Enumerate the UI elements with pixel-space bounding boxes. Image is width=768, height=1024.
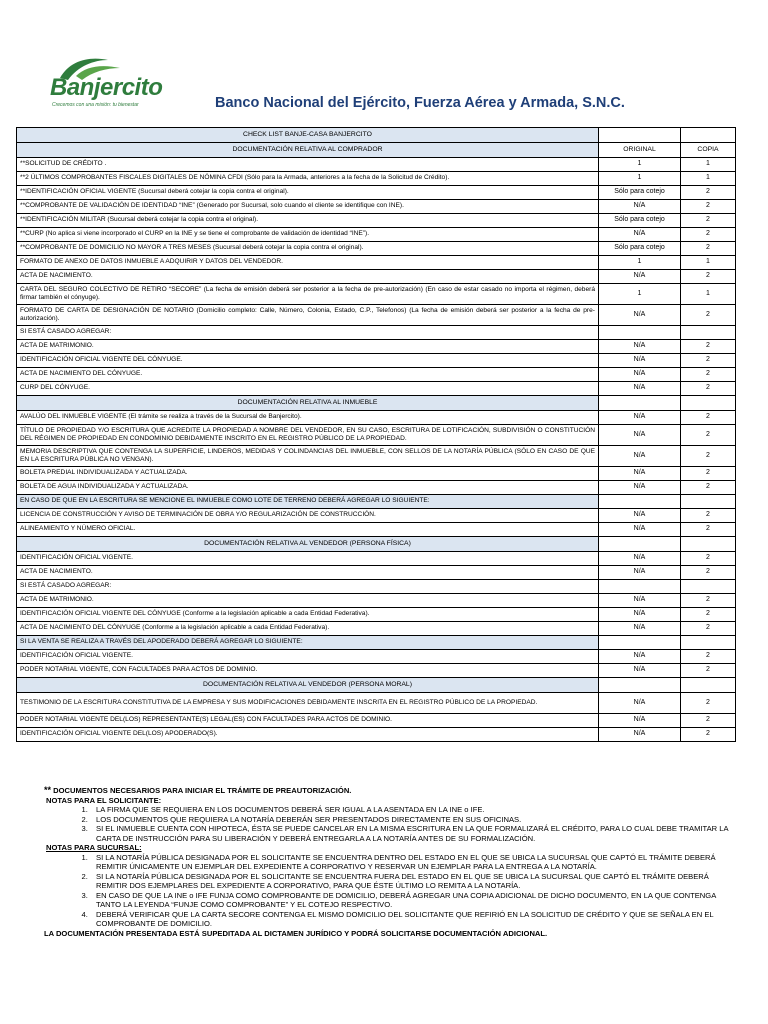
table-row bbox=[17, 158, 736, 172]
solicitante-note-item: 2. LOS DOCUMENTOS QUE REQUIERA LA NOTARÍA DEBERÁN SER PRESENTADOS DIRECTAMENTE EN SUS OFICINAS. bbox=[90, 815, 736, 825]
original-count: N/A bbox=[599, 382, 681, 396]
original-count: N/A bbox=[599, 608, 681, 622]
table-row bbox=[17, 214, 736, 228]
document-name: **2 ÚLTIMOS COMPROBANTES FISCALES DIGITALES DE NÓMINA CFDI (Sólo para la Armada, anteriores a la fecha de la Solicitud de Crédito). bbox=[17, 172, 599, 186]
document-name: LICENCIA DE CONSTRUCCIÓN Y AVISO DE TERMINACIÓN DE OBRA Y/O REGULARIZACIÓN DE CONSTRUCCIÓN. bbox=[17, 509, 599, 523]
table-row bbox=[17, 354, 736, 368]
notes-section bbox=[46, 786, 736, 938]
copia-count: 2 bbox=[681, 425, 736, 446]
table-row bbox=[17, 305, 736, 326]
blank-cell bbox=[599, 537, 681, 552]
blank-cell bbox=[681, 495, 736, 509]
original-count: N/A bbox=[599, 622, 681, 636]
table-title-row bbox=[17, 128, 736, 143]
original-count: N/A bbox=[599, 728, 681, 742]
sucursal-note-item: 4. DEBERÁ VERIFICAR QUE LA CARTA SECORE CONTENGA EL MISMO DOMICILIO DEL SOLICITANTE QUE REFIRIÓ EN LA SOLICITUD DE CRÉDITO Y QUE SE SEÑALA EN EL COMPROBANTE DE DOMICILIO. bbox=[90, 910, 736, 929]
document-name: BOLETA DE AGUA INDIVIDUALIZADA Y ACTUALIZADA. bbox=[17, 481, 599, 495]
original-count: N/A bbox=[599, 340, 681, 354]
solicitante-note-item: 3. SI EL INMUEBLE CUENTA CON HIPOTECA, ÉSTA SE PUEDE CANCELAR EN LA MISMA ESCRITURA EN LA QUE FORMALIZARÁ EL CRÉDITO, PARA LO CUAL DEBE TRAMITAR LA CARTA DE INSTRUCCIÓN PARA SU LIBERACIÓN Y DEBERÁ ENTREGARLA A LA NOTARÍA ANTES DE SU FORMALIZACIÓN. bbox=[90, 824, 736, 843]
document-name: IDENTIFICACIÓN OFICIAL VIGENTE DEL CÓNYUGE. bbox=[17, 354, 599, 368]
original-count: 1 bbox=[599, 158, 681, 172]
original-count: N/A bbox=[599, 650, 681, 664]
preauth-note bbox=[44, 786, 736, 796]
copia-count: 2 bbox=[681, 368, 736, 382]
table-row bbox=[17, 228, 736, 242]
document-name: ACTA DE NACIMIENTO DEL CÓNYUGE (Conforme a la legislación aplicable a cada Entidad Federativa). bbox=[17, 622, 599, 636]
sucursal-note-item: 2. SI LA NOTARÍA PÚBLICA DESIGNADA POR EL SOLICITANTE SE ENCUENTRA FUERA DEL ESTADO EN EL QUE SE UBICA LA SUCURSAL QUE CAPTÓ EL TRÁMITE DEBERÁ REMITIR DOS EJEMPLARES DEL EXPEDIENTE A CORPORATIVO, PARA QUE ÉSTE ÚLTIMO LO REMITA A LA NOTARÍA. bbox=[90, 872, 736, 891]
copia-count: 2 bbox=[681, 382, 736, 396]
document-name: CARTA DEL SEGURO COLECTIVO DE RETIRO “SECORE” (La fecha de emisión deberá ser posterior a la fecha de pre-autorización) (En caso de estar casado no importa el régimen, deberá firmar también el cónyuge). bbox=[17, 284, 599, 305]
original-count: N/A bbox=[599, 509, 681, 523]
table-row bbox=[17, 608, 736, 622]
copia-count: 2 bbox=[681, 270, 736, 284]
document-name: **COMPROBANTE DE VALIDACIÓN DE IDENTIDAD “INE” (Generado por Sucursal, solo cuando el cliente se identifique con INE). bbox=[17, 200, 599, 214]
copia-count: 2 bbox=[681, 650, 736, 664]
copia-count: 2 bbox=[681, 228, 736, 242]
original-count: N/A bbox=[599, 467, 681, 481]
copia-count: 2 bbox=[681, 552, 736, 566]
document-name: IDENTIFICACIÓN OFICIAL VIGENTE DEL(LOS) APODERADO(S). bbox=[17, 728, 599, 742]
original-count: N/A bbox=[599, 714, 681, 728]
document-name: FORMATO DE CARTA DE DESIGNACIÓN DE NOTARIO (Domicilio completo: Calle, Número, Colonia, Estado, C.P., Telefonos) (La fecha de emisión deberá ser posterior a la fecha de pre-autorización). bbox=[17, 305, 599, 326]
document-name: ACTA DE MATRIMONIO. bbox=[17, 594, 599, 608]
document-name: BOLETA PREDIAL INDIVIDUALIZADA Y ACTUALIZADA. bbox=[17, 467, 599, 481]
column-header-copia: COPIA bbox=[681, 143, 736, 158]
document-name: MEMORIA DESCRIPTIVA QUE CONTENGA LA SUPERFICIE, LINDEROS, MEDIDAS Y COLINDANCIAS DEL INMUEBLE, CON SELLOS DE LA NOTARÍA PÚBLICA (SÓLO EN CASO DE QUE EN LA ESCRITURA PÚBLICA NO VENGAN). bbox=[17, 446, 599, 467]
preauth-stars: ** bbox=[44, 785, 52, 795]
table-row bbox=[17, 326, 736, 340]
section-heading: DOCUMENTACIÓN RELATIVA AL INMUEBLE bbox=[17, 396, 599, 411]
subsection-heading: EN CASO DE QUE EN LA ESCRITURA SE MENCIONE EL INMUEBLE COMO LOTE DE TERRENO DEBERÁ AGREGAR LO SIGUIENTE: bbox=[17, 495, 599, 509]
original-count: Sólo para cotejo bbox=[599, 242, 681, 256]
document-name: TESTIMONIO DE LA ESCRITURA CONSTITUTIVA DE LA EMPRESA Y SUS MODIFICACIONES DEBIDAMENTE INSCRITA EN EL REGISTRO PÚBLICO DE LA PROPIEDAD. bbox=[17, 693, 599, 714]
blank-cell bbox=[599, 678, 681, 693]
subsection-heading-row bbox=[17, 636, 736, 650]
table-row bbox=[17, 382, 736, 396]
table-row bbox=[17, 200, 736, 214]
original-count bbox=[599, 580, 681, 594]
solicitante-note-item: 1. LA FIRMA QUE SE REQUIERA EN LOS DOCUMENTOS DEBERÁ SER IGUAL A LA ASENTADA EN LA INE o IFE. bbox=[90, 805, 736, 815]
copia-count bbox=[681, 580, 736, 594]
copia-count: 2 bbox=[681, 467, 736, 481]
copia-count: 2 bbox=[681, 340, 736, 354]
copia-count: 1 bbox=[681, 256, 736, 270]
table-row bbox=[17, 552, 736, 566]
section-heading-row bbox=[17, 143, 736, 158]
document-name: **IDENTIFICACIÓN MILITAR (Sucursal deberá cotejar la copia contra el original). bbox=[17, 214, 599, 228]
table-row bbox=[17, 284, 736, 305]
blank-cell bbox=[681, 128, 736, 143]
original-count: N/A bbox=[599, 594, 681, 608]
original-count: N/A bbox=[599, 693, 681, 714]
table-row bbox=[17, 622, 736, 636]
blank-cell bbox=[599, 636, 681, 650]
section-heading: DOCUMENTACIÓN RELATIVA AL COMPRADOR bbox=[17, 143, 599, 158]
copia-count: 2 bbox=[681, 523, 736, 537]
table-row bbox=[17, 411, 736, 425]
original-count: N/A bbox=[599, 425, 681, 446]
bank-title: Banco Nacional del Ejército, Fuerza Aérea y Armada, S.N.C. bbox=[215, 95, 625, 111]
copia-count: 1 bbox=[681, 158, 736, 172]
document-name: PODER NOTARIAL VIGENTE DEL(LOS) REPRESENTANTE(S) LEGAL(ES) CON FACULTADES PARA ACTOS DE DOMINIO. bbox=[17, 714, 599, 728]
table-row bbox=[17, 270, 736, 284]
copia-count: 2 bbox=[681, 214, 736, 228]
table-row bbox=[17, 714, 736, 728]
blank-cell bbox=[599, 495, 681, 509]
original-count: N/A bbox=[599, 566, 681, 580]
document-name: ACTA DE NACIMIENTO. bbox=[17, 566, 599, 580]
document-name: IDENTIFICACIÓN OFICIAL VIGENTE. bbox=[17, 650, 599, 664]
document-name: PODER NOTARIAL VIGENTE, CON FACULTADES PARA ACTOS DE DOMINIO. bbox=[17, 664, 599, 678]
copia-count: 2 bbox=[681, 305, 736, 326]
table-row bbox=[17, 467, 736, 481]
copia-count: 2 bbox=[681, 566, 736, 580]
original-count: N/A bbox=[599, 270, 681, 284]
document-name: ACTA DE MATRIMONIO. bbox=[17, 340, 599, 354]
preauth-note-text: DOCUMENTOS NECESARIOS PARA INICIAR EL TRÁMITE DE PREAUTORIZACIÓN. bbox=[51, 786, 352, 795]
sucursal-notes-list bbox=[46, 853, 736, 929]
document-name: **COMPROBANTE DE DOMICILIO NO MAYOR A TRES MESES (Sucursal deberá cotejar la copia contra el original). bbox=[17, 242, 599, 256]
document-name: SI ESTÁ CASADO AGREGAR: bbox=[17, 326, 599, 340]
sucursal-note-item: 1. SI LA NOTARÍA PÚBLICA DESIGNADA POR EL SOLICITANTE SE ENCUENTRA DENTRO DEL ESTADO EN EL QUE SE UBICA LA SUCURSAL QUE CAPTÓ EL TRÁMITE DEBERÁ REMITIR ÚNICAMENTE UN EJEMPLAR DEL EXPEDIENTE A CORPORATIVO Y RESERVAR UN EJEMPLAR PARA LA ENTREGA A LA NOTARÍA. bbox=[90, 853, 736, 872]
original-count: N/A bbox=[599, 354, 681, 368]
copia-count: 2 bbox=[681, 594, 736, 608]
copia-count: 2 bbox=[681, 481, 736, 495]
original-count: N/A bbox=[599, 552, 681, 566]
copia-count: 2 bbox=[681, 608, 736, 622]
section-heading: DOCUMENTACIÓN RELATIVA AL VENDEDOR (PERSONA FÍSICA) bbox=[17, 537, 599, 552]
solicitante-notes-title: NOTAS PARA EL SOLICITANTE: bbox=[46, 795, 162, 805]
table-row bbox=[17, 425, 736, 446]
section-heading: DOCUMENTACIÓN RELATIVA AL VENDEDOR (PERSONA MORAL) bbox=[17, 678, 599, 693]
table-row bbox=[17, 242, 736, 256]
copia-count: 2 bbox=[681, 446, 736, 467]
document-name: IDENTIFICACIÓN OFICIAL VIGENTE DEL CÓNYUGE (Conforme a la legislación aplicable a cada Entidad Federativa). bbox=[17, 608, 599, 622]
table-row bbox=[17, 594, 736, 608]
copia-count: 2 bbox=[681, 693, 736, 714]
original-count: N/A bbox=[599, 200, 681, 214]
copia-count: 1 bbox=[681, 284, 736, 305]
original-count: N/A bbox=[599, 411, 681, 425]
copia-count: 2 bbox=[681, 622, 736, 636]
column-header-original: ORIGINAL bbox=[599, 143, 681, 158]
banjercito-logo bbox=[48, 54, 180, 112]
table-row bbox=[17, 650, 736, 664]
original-count: N/A bbox=[599, 523, 681, 537]
original-count: 1 bbox=[599, 256, 681, 270]
document-name: AVALÚO DEL INMUEBLE VIGENTE (El trámite se realiza a través de la Sucursal de Banjercito). bbox=[17, 411, 599, 425]
table-row bbox=[17, 446, 736, 467]
table-row bbox=[17, 256, 736, 270]
sucursal-notes-title: NOTAS PARA SUCURSAL: bbox=[46, 843, 142, 852]
copia-count: 2 bbox=[681, 354, 736, 368]
document-name: ACTA DE NACIMIENTO. bbox=[17, 270, 599, 284]
copia-count: 2 bbox=[681, 664, 736, 678]
original-count: 1 bbox=[599, 284, 681, 305]
table-title: CHECK LIST BANJE-CASA BANJERCITO bbox=[17, 128, 599, 143]
blank-cell bbox=[681, 678, 736, 693]
copia-count bbox=[681, 326, 736, 340]
blank-cell bbox=[599, 128, 681, 143]
document-name: CURP DEL CÓNYUGE. bbox=[17, 382, 599, 396]
document-name: **IDENTIFICACIÓN OFICIAL VIGENTE (Sucursal deberá cotejar la copia contra el original). bbox=[17, 186, 599, 200]
logo-brand-text: Banjercito bbox=[50, 74, 163, 101]
original-count: Sólo para cotejo bbox=[599, 214, 681, 228]
copia-count: 2 bbox=[681, 728, 736, 742]
original-count: N/A bbox=[599, 481, 681, 495]
document-name: FORMATO DE ANEXO DE DATOS INMUEBLE A ADQUIRIR Y DATOS DEL VENDEDOR. bbox=[17, 256, 599, 270]
section-heading-row bbox=[17, 537, 736, 552]
table-row bbox=[17, 664, 736, 678]
subsection-heading: SI LA VENTA SE REALIZA A TRAVÉS DEL APODERADO DEBERÁ AGREGAR LO SIGUIENTE: bbox=[17, 636, 599, 650]
section-heading-row bbox=[17, 678, 736, 693]
original-count: N/A bbox=[599, 368, 681, 382]
table-row bbox=[17, 566, 736, 580]
table-row bbox=[17, 728, 736, 742]
solicitante-notes-list bbox=[46, 805, 736, 843]
document-name: SI ESTÁ CASADO AGREGAR: bbox=[17, 580, 599, 594]
document-name: ACTA DE NACIMIENTO DEL CÓNYUGE. bbox=[17, 368, 599, 382]
checklist-table bbox=[16, 127, 736, 742]
table-row bbox=[17, 580, 736, 594]
document-name: IDENTIFICACIÓN OFICIAL VIGENTE. bbox=[17, 552, 599, 566]
subsection-heading-row bbox=[17, 495, 736, 509]
copia-count: 2 bbox=[681, 509, 736, 523]
original-count: N/A bbox=[599, 305, 681, 326]
footer-note: LA DOCUMENTACIÓN PRESENTADA ESTÁ SUPEDITADA AL DICTAMEN JURÍDICO Y PODRÁ SOLICITARSE DOCUMENTACIÓN ADICIONAL. bbox=[44, 928, 548, 938]
blank-cell bbox=[599, 396, 681, 411]
blank-cell bbox=[681, 537, 736, 552]
sucursal-note-item: 3. EN CASO DE QUE LA INE o IFE FUNJA COMO COMPROBANTE DE DOMICILIO, DEBERÁ AGREGAR UNA COPIA ADICIONAL DE DICHO DOCUMENTO, EN LA QUE CONTENGA TANTO LA LEYENDA “FUNJE COMO COMPROBANTE” Y EL COTEJO RESPECTIVO. bbox=[90, 891, 736, 910]
blank-cell bbox=[681, 636, 736, 650]
document-name: ALINEAMIENTO Y NÚMERO OFICIAL. bbox=[17, 523, 599, 537]
blank-cell bbox=[681, 396, 736, 411]
table-row bbox=[17, 368, 736, 382]
copia-count: 2 bbox=[681, 200, 736, 214]
table-row bbox=[17, 693, 736, 714]
table-row bbox=[17, 186, 736, 200]
original-count: Sólo para cotejo bbox=[599, 186, 681, 200]
copia-count: 2 bbox=[681, 242, 736, 256]
copia-count: 2 bbox=[681, 411, 736, 425]
table-row bbox=[17, 340, 736, 354]
table-row bbox=[17, 172, 736, 186]
copia-count: 1 bbox=[681, 172, 736, 186]
original-count bbox=[599, 326, 681, 340]
section-heading-row bbox=[17, 396, 736, 411]
document-name: **SOLICITUD DE CRÉDITO . bbox=[17, 158, 599, 172]
table-row bbox=[17, 509, 736, 523]
table-row bbox=[17, 523, 736, 537]
original-count: N/A bbox=[599, 446, 681, 467]
copia-count: 2 bbox=[681, 714, 736, 728]
table-row bbox=[17, 481, 736, 495]
original-count: 1 bbox=[599, 172, 681, 186]
document-name: **CURP (No aplica si viene incorporado el CURP en la INE y se tiene el comprobante de validación de identidad “INE”). bbox=[17, 228, 599, 242]
document-name: TÍTULO DE PROPIEDAD Y/O ESCRITURA QUE ACREDITE LA PROPIEDAD A NOMBRE DEL VENDEDOR, EN SU CASO, ESCRITURA DE LOTIFICACIÓN, SUBDIVISIÓN O CONSTITUCIÓN DEL RÉGIMEN DE PROPIEDAD EN CONDOMINIO DEBIDAMENTE INSCRITO EN EL REGISTRO PÚBLICO DE LA PROPIEDAD. bbox=[17, 425, 599, 446]
original-count: N/A bbox=[599, 664, 681, 678]
copia-count: 2 bbox=[681, 186, 736, 200]
original-count: N/A bbox=[599, 228, 681, 242]
logo-tagline: Crecemos con una misión: tu bienestar bbox=[52, 102, 139, 108]
